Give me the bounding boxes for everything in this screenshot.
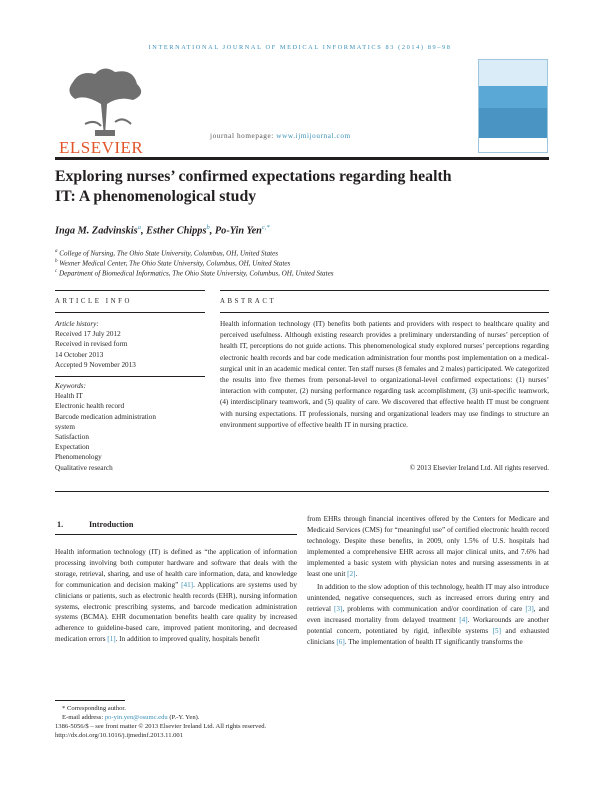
footnote-rule [55,700,125,701]
corresponding-author-note: * Corresponding author. [62,705,126,712]
paragraph: Health information technology (IT) is defined as “the application of information processing involving both computer hardware and software that deals with the storage, retrieval, sharing, and use of health care information, data, and knowledge for communication and decision making” [41]. Applications are systems used by clinicians or patients, such as electronic health records (EHR), nursing information systems, electronic prescribing systems, and barcode medication administration systems (BCMA). EHR documentation benefits health care quality by increased adherence to guideline-based care, improved patient monitoring, and decreased medication errors [1]. In addition to improved quality, hospitals benefit [55,548,297,644]
citation-link[interactable]: [4] [459,616,468,625]
history-item: Accepted 9 November 2013 [55,360,136,369]
journal-homepage [210,132,351,140]
citation-link[interactable]: [3] [333,605,343,614]
header-rule [55,157,549,160]
section-title: Introduction [89,520,134,529]
abstract-text: Health information technology (IT) benefits both patients and providers with respect to healthcare quality and perceived usefulness. Although existing research provides a preliminary understanding of nurses’ perception of health IT, perceptions do not guide actions. This phenomenological study explored nurses’ perceptions regarding electronic health records and bar code medication administration four months post implementation on a medical-surgical unit in an academic medical center. Ten staff nurses (8 females and 2 males) participated. We categorized the results into five themes from personal-level to organizational-level confirmed expectations: (1) nurses’ interaction with computer, (2) nursing performance regarding task accomplishment, (3) unit-specific teamwork, (4) interdisciplinary teamwork, and (5) quality of care. We discovered that effective health IT must be congruent with nursing expectations. IT professionals, nursing and organizational leaders may use findings to structure an environment supportive of effective health IT in nursing practice. [220,320,549,429]
doi-link[interactable]: http://dx.doi.org/10.1016/j.ijmedinf.2013.11.001 [55,732,184,739]
keyword: Electronic health record [55,402,125,411]
citation-link[interactable]: [41] [181,580,194,589]
elsevier-logo [55,64,153,156]
journal-citation-line: INTERNATIONAL JOURNAL OF MEDICAL INFORMATICS 83 (2014) 89–98 [148,44,452,51]
abstract-end-rule [55,491,549,492]
keyword: Qualitative research [55,463,113,472]
section-number: 1. [57,520,64,529]
elsevier-tree-icon [55,64,153,138]
keywords-label: Keywords: [55,382,86,391]
article-info-rule [55,290,205,291]
info-divider [55,376,205,377]
article-info [55,319,205,473]
right-column [307,514,549,648]
keyword: system [55,422,75,431]
affiliation: $^b$ Wexner Medical Center, The Ohio State University, Columbus, OH, United States [55,259,291,268]
author-affiliation-mark[interactable]: b [206,224,210,231]
author-list: Inga M. Zadvinskis$^a$, Esther Chipps$^b$, Po-Yin Yen$^{c,*}$ [55,224,270,237]
article-title: Exploring nurses’ confirmed expectations regarding health IT: A phenomenological study [55,168,452,205]
publisher-logo-text: ELSEVIER [59,138,144,157]
author-affiliation-mark[interactable]: a [137,224,141,231]
author-affiliation-mark[interactable]: c,* [261,224,270,231]
history-item: 14 October 2013 [55,350,104,359]
abstract-rule [220,290,549,291]
paragraph: In addition to the slow adoption of this technology, health IT may also introduce unintended, negative consequences, such as increased errors during entry and retrieval [3], problems with communication and/or coordination of care [3], and even increased mortality from delayed treatment [4]. Workarounds are another potential concern, potentiated by rigid, inflexible systems [5] and exhausted clinicians [6]. The implementation of health IT significantly transforms the [307,583,549,646]
issn-line: 1386-5056/$ – see front matter © 2013 Elsevier Ireland Ltd. All rights reserved. [55,723,267,730]
keyword: Health IT [55,392,83,401]
article-info-rule [55,312,205,313]
citation-link[interactable]: [5] [492,627,501,636]
abstract-rule [220,312,549,313]
citation-link[interactable]: [3] [525,605,534,614]
citation-link[interactable]: [1] [107,635,116,644]
affiliation: $^c$ Department of Biomedical Informatics, The Ohio State University, Columbus, OH, United States [55,269,334,278]
affiliation: $^a$ College of Nursing, The Ohio State University, Columbus, OH, United States [55,249,278,258]
homepage-label: journal homepage: [210,132,274,140]
history-label: Article history: [55,320,99,328]
abstract-heading: ABSTRACT [220,298,277,305]
author-name: Po-Yin Yen [214,225,262,237]
keyword: Phenomenology [55,453,102,462]
keyword: Barcode medication administration [55,412,156,421]
keyword: Satisfaction [55,433,89,442]
history-item: Received in revised form [55,340,128,349]
author-name: Inga M. Zadvinskis [55,225,138,237]
keyword: Expectation [55,443,90,452]
history-item: Received 17 July 2012 [55,330,121,339]
author-name: Esther Chipps [146,225,207,237]
journal-cover-image [478,59,548,153]
email-note: E-mail address: po-yin.yen@osumc.edu (P.-Y. Yen). [62,714,200,721]
section-heading [57,520,133,529]
paragraph: from EHRs through financial incentives offered by the Centers for Medicare and Medicaid Services (CMS) for “meaningful use” of certified electronic health record technology. Despite these benefits, in 2009, only 1.5% of U.S. hospitals had implemented a comprehensive EHR across all major clinical units, and 7.6% had implemented a basic system with physician notes and nursing assessments in at least one unit [2]. [307,515,549,578]
section-heading-rule [55,534,297,535]
homepage-link[interactable]: www.ijmijournal.com [276,132,351,140]
citation-link[interactable]: [6] [336,637,345,646]
email-link[interactable]: po-yin.yen@osumc.edu [104,714,168,721]
copyright-notice: © 2013 Elsevier Ireland Ltd. All rights reserved. [409,464,549,472]
citation-link[interactable]: [2] [347,569,356,578]
article-info-heading: ARTICLE INFO [55,298,133,305]
left-column [55,547,297,645]
